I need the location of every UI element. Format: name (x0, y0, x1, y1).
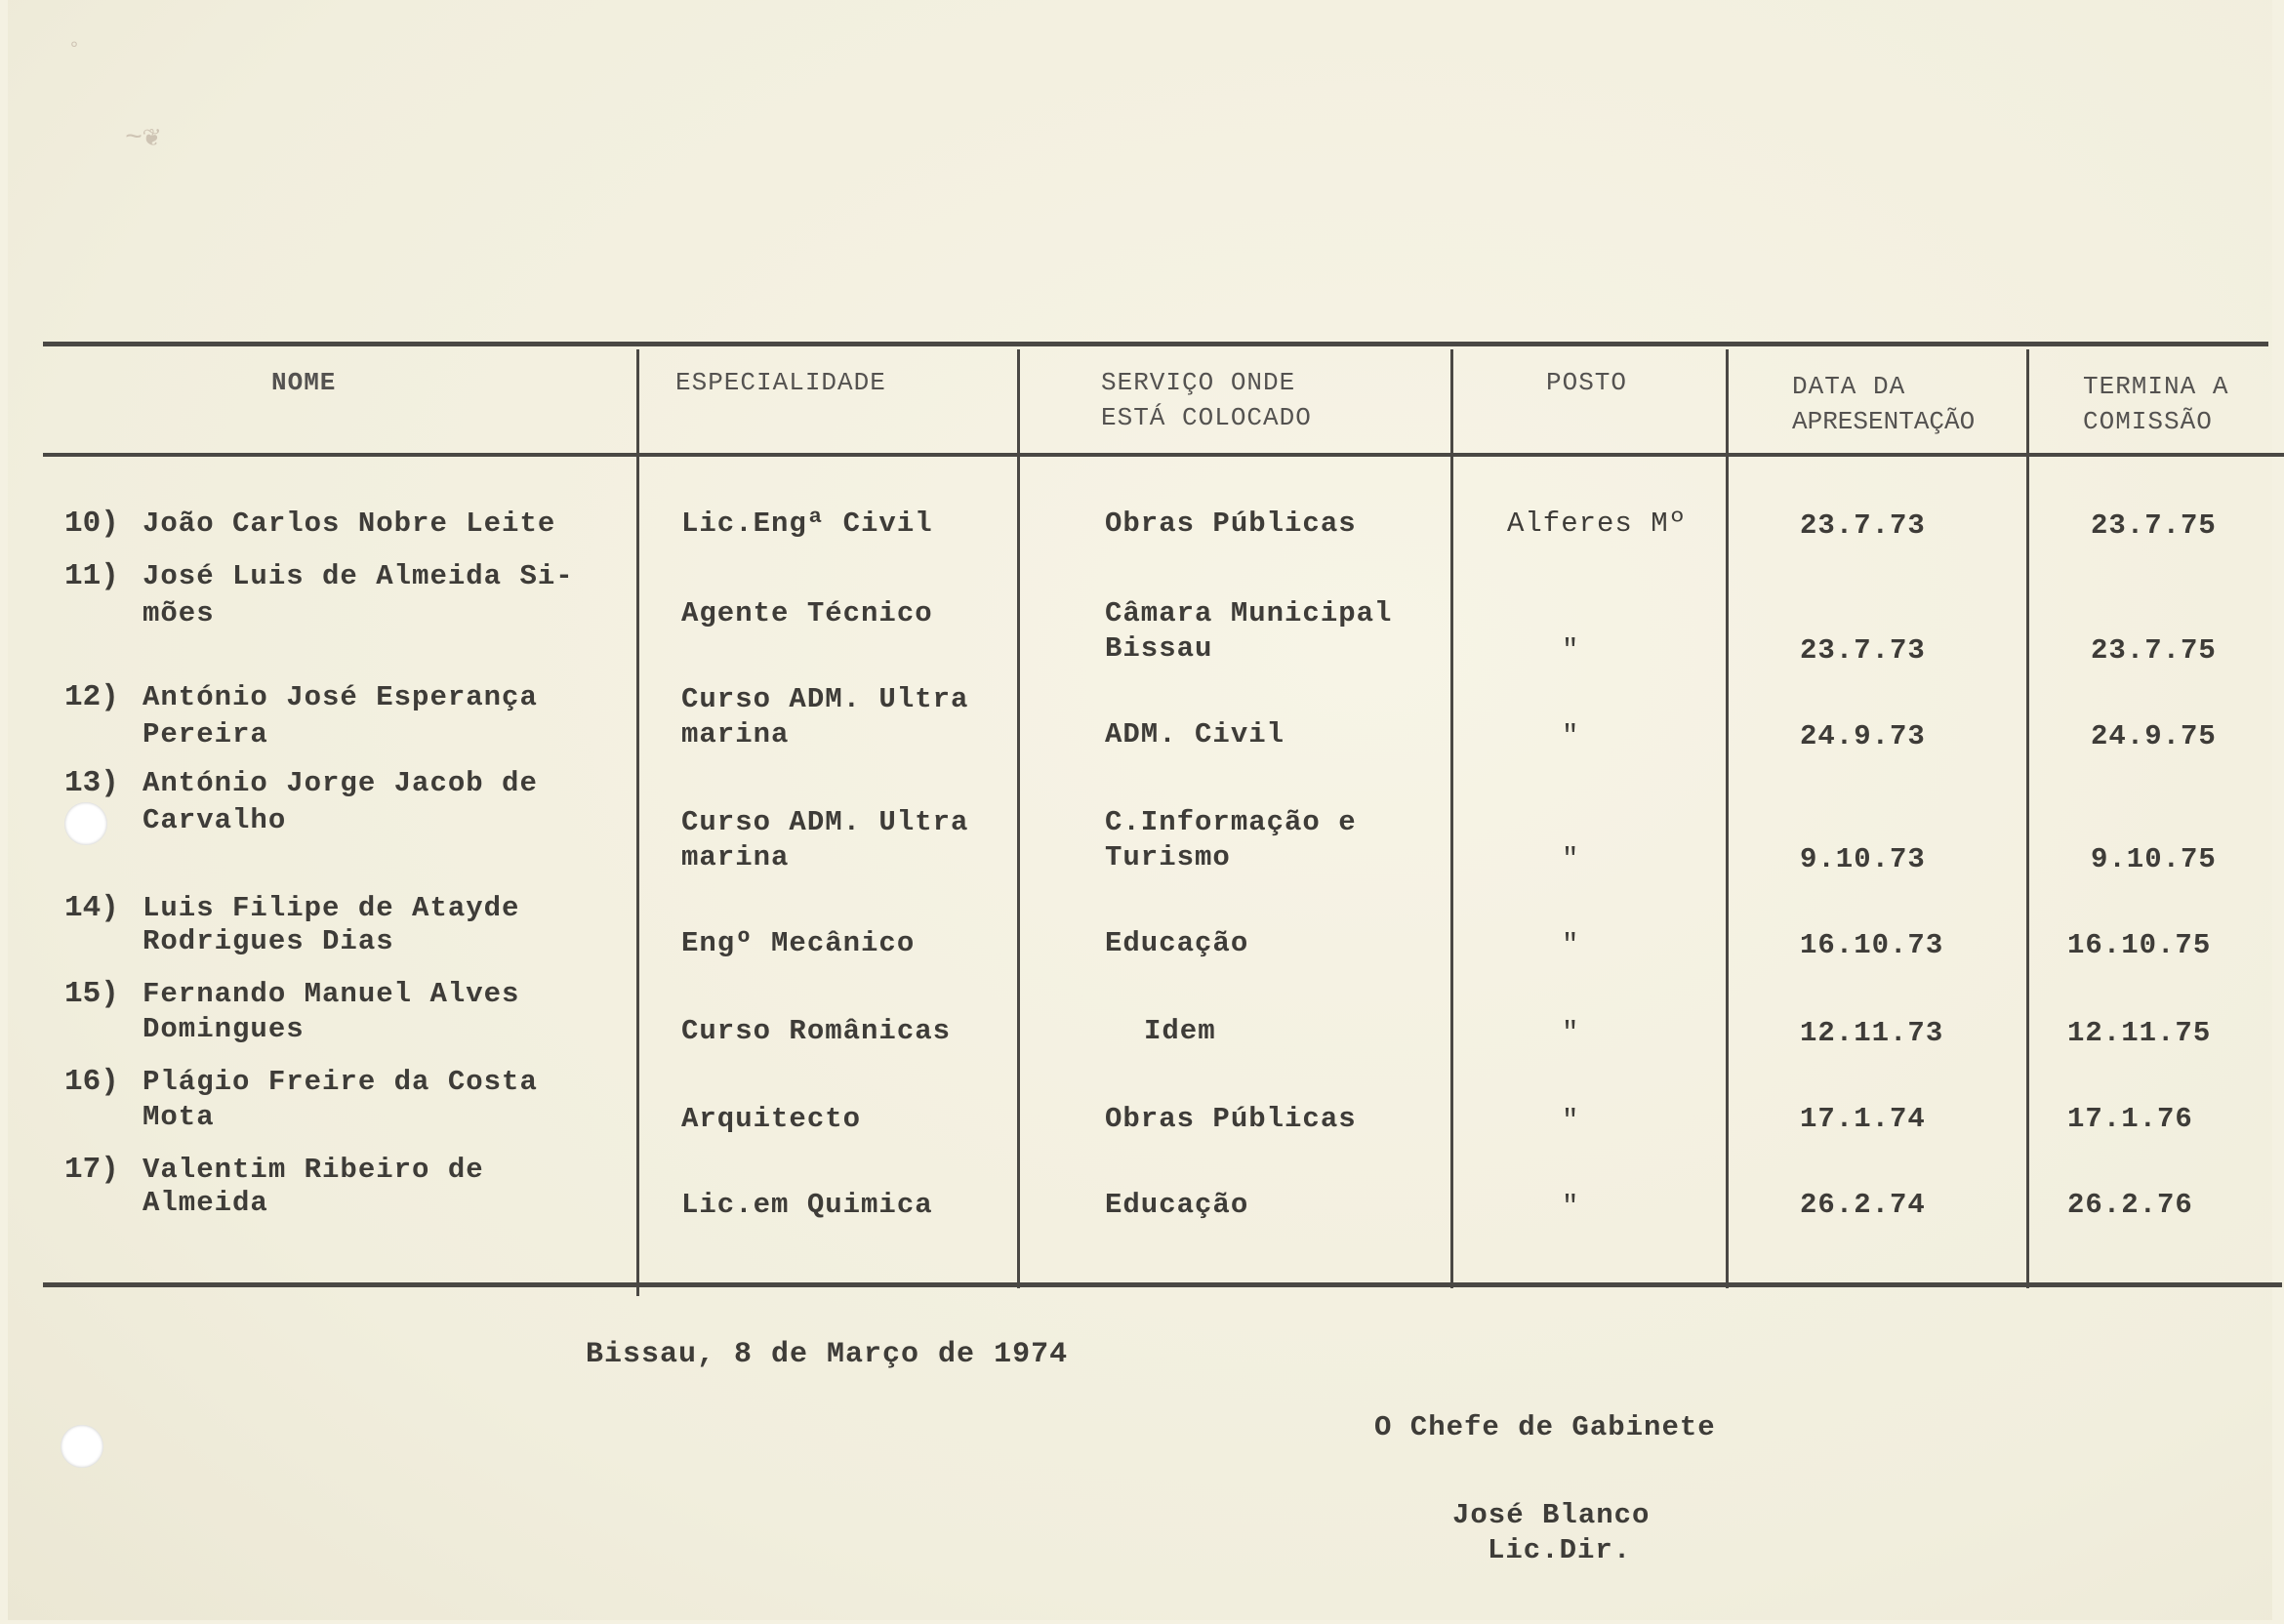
row-nome-line2: mões (143, 597, 215, 629)
punch-hole-upper (64, 802, 107, 845)
row-data: 17.1.74 (1800, 1103, 1926, 1135)
row-nome-line1: Fernando Manuel Alves (143, 978, 520, 1010)
row-number: 17) (64, 1153, 119, 1187)
column-divider (636, 349, 639, 1296)
row-nome-line2: Rodrigues Dias (143, 925, 394, 957)
row-servico-line1: Educação (1105, 1189, 1249, 1221)
row-nome-line1: Valentim Ribeiro de (143, 1154, 484, 1186)
row-especialidade-line2: marina (681, 718, 790, 751)
row-data: 23.7.73 (1800, 634, 1926, 667)
column-divider (2026, 349, 2029, 1288)
row-especialidade-line1: Engº Mecânico (681, 927, 916, 959)
header-termina-line2: COMISSÃO (2083, 407, 2213, 436)
row-especialidade-line2: marina (681, 841, 790, 873)
header-servico-line2: ESTÁ COLOCADO (1101, 403, 1312, 432)
row-data: 16.10.73 (1800, 929, 1944, 961)
row-servico-line1: Câmara Municipal (1105, 597, 1393, 629)
row-posto: " (1562, 1191, 1580, 1223)
row-nome-line2: Pereira (143, 718, 268, 751)
row-especialidade-line1: Curso ADM. Ultra (681, 806, 969, 838)
row-nome-line1: António José Esperança (143, 681, 538, 713)
row-number: 16) (64, 1065, 119, 1099)
row-nome-line1: António Jorge Jacob de (143, 767, 538, 799)
row-posto: " (1562, 634, 1580, 667)
row-especialidade-line1: Arquitecto (681, 1103, 862, 1135)
column-divider (1450, 349, 1453, 1288)
row-nome-line2: Mota (143, 1101, 215, 1133)
row-posto: " (1562, 1017, 1580, 1049)
row-data: 24.9.73 (1800, 720, 1926, 752)
header-servico-line1: SERVIÇO ONDE (1101, 368, 1296, 397)
row-termina: 26.2.76 (2067, 1189, 2193, 1221)
row-especialidade-line1: Lic.Engª Civil (681, 508, 933, 540)
row-especialidade-line1: Agente Técnico (681, 597, 933, 629)
header-termina-line1: TERMINA A (2083, 372, 2229, 401)
punch-hole-lower (61, 1425, 103, 1468)
table-bottom-rule (43, 1282, 2282, 1287)
row-number: 14) (64, 891, 119, 925)
row-posto: " (1562, 843, 1580, 875)
row-number: 13) (64, 766, 119, 800)
signatory-credential: Lic.Dir. (1488, 1534, 1632, 1566)
row-especialidade-line1: Curso ADM. Ultra (681, 683, 969, 715)
paper-stain-mark: ° (68, 39, 81, 61)
header-posto: POSTO (1546, 368, 1628, 397)
row-termina: 17.1.76 (2067, 1103, 2193, 1135)
row-servico-line2: Bissau (1105, 632, 1213, 665)
header-data-line2: APRESENTAÇÃO (1792, 407, 1976, 436)
row-data: 23.7.73 (1800, 509, 1926, 542)
signatory-title: O Chefe de Gabinete (1374, 1411, 1716, 1443)
row-termina: 12.11.75 (2067, 1017, 2212, 1049)
row-nome-line1: José Luis de Almeida Si- (143, 560, 574, 592)
row-nome-line1: João Carlos Nobre Leite (143, 508, 556, 540)
row-posto: " (1562, 720, 1580, 752)
row-data: 9.10.73 (1800, 843, 1926, 875)
row-number: 11) (64, 559, 119, 593)
row-nome-line2: Carvalho (143, 804, 287, 836)
table-header-rule (43, 453, 2284, 457)
row-termina: 24.9.75 (2091, 720, 2217, 752)
place-date-line: Bissau, 8 de Março de 1974 (586, 1338, 1069, 1371)
row-servico-line1: Educação (1105, 927, 1249, 959)
row-termina: 23.7.75 (2091, 634, 2217, 667)
row-posto: Alferes Mº (1507, 508, 1688, 540)
row-nome-line2: Almeida (143, 1187, 268, 1219)
row-termina: 23.7.75 (2091, 509, 2217, 542)
row-servico-line1: C.Informação e (1105, 806, 1357, 838)
paper-stain-mark: ~❦ (125, 122, 161, 155)
row-number: 15) (64, 977, 119, 1011)
row-termina: 9.10.75 (2091, 843, 2217, 875)
signatory-name: José Blanco (1452, 1499, 1651, 1531)
row-posto: " (1562, 1105, 1580, 1137)
row-servico-line1: Obras Públicas (1105, 508, 1357, 540)
row-termina: 16.10.75 (2067, 929, 2212, 961)
row-posto: " (1562, 929, 1580, 961)
table-top-rule (43, 342, 2268, 346)
row-data: 26.2.74 (1800, 1189, 1926, 1221)
column-divider (1726, 349, 1729, 1288)
row-nome-line1: Luis Filipe de Atayde (143, 892, 520, 924)
document-page (8, 0, 2272, 1620)
row-nome-line1: Plágio Freire da Costa (143, 1066, 538, 1098)
row-servico-line1: Obras Públicas (1105, 1103, 1357, 1135)
row-servico-line1: Idem (1144, 1015, 1216, 1047)
header-nome: NOME (271, 368, 337, 397)
header-especialidade: ESPECIALIDADE (675, 368, 886, 397)
row-number: 12) (64, 680, 119, 714)
column-divider (1017, 349, 1020, 1288)
header-data-line1: DATA DA (1792, 372, 1906, 401)
row-especialidade-line1: Curso Românicas (681, 1015, 952, 1047)
row-number: 10) (64, 507, 119, 541)
row-data: 12.11.73 (1800, 1017, 1944, 1049)
row-especialidade-line1: Lic.em Quimica (681, 1189, 933, 1221)
row-nome-line2: Domingues (143, 1013, 305, 1045)
row-servico-line2: Turismo (1105, 841, 1231, 873)
row-servico-line1: ADM. Civil (1105, 718, 1285, 751)
